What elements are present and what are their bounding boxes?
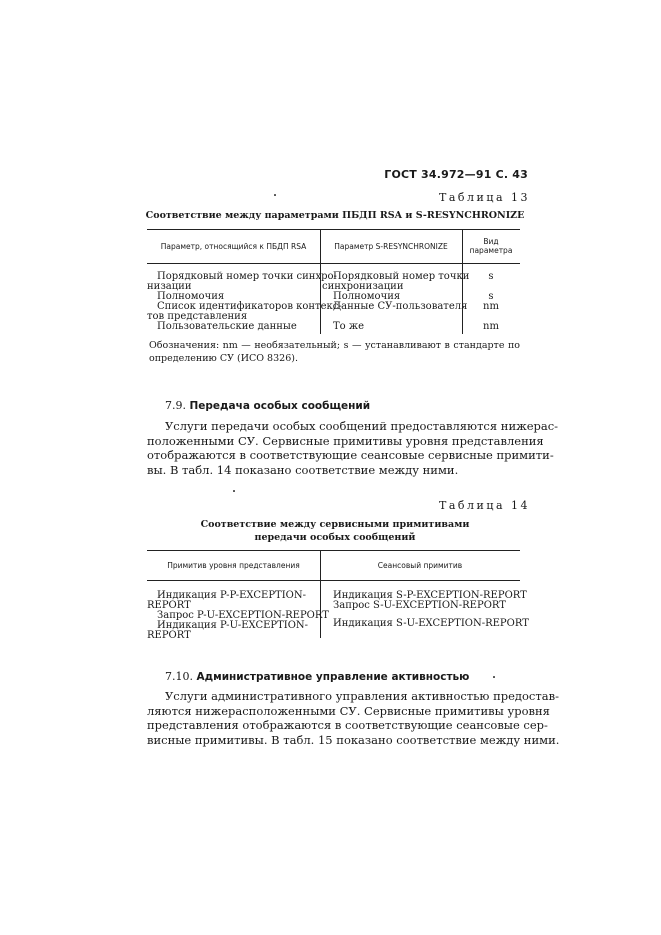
page-header: ГОСТ 34.972—91 С. 43	[384, 168, 528, 181]
table-14-body-divider	[320, 580, 321, 638]
table-13-header-col1: Параметр, относящийся к ПБДП RSA	[160, 242, 307, 251]
table-14-header-col2: Сеансовый примитив	[377, 561, 463, 570]
table-13-row1-col1-line2: низации	[147, 281, 192, 292]
table-13-label: Таблица 13	[439, 191, 530, 204]
table-14-left-line-4: Индикация P-U-EXCEPTION-	[157, 620, 309, 631]
table-14-left-line-2: REPORT	[147, 600, 191, 611]
section-7-10-number: 7.10.	[165, 670, 193, 683]
table-13-row3-col1-line1: Список идентификаторов контекс-	[157, 301, 342, 312]
section-7-10-paragraph	[147, 689, 560, 747]
section-7-9-line-3: отображаются в соответствующие сеансовые сервисные примити-	[147, 448, 554, 462]
scan-speck	[493, 676, 495, 678]
table-14-header-rule	[147, 580, 520, 581]
table-13-header-col3-line2: параметра	[469, 246, 513, 255]
section-7-10-line-1: Услуги административного управления активностью предостав-	[165, 689, 559, 703]
section-7-9-line-2: положенными СУ. Сервисные примитивы уровня представления	[147, 433, 544, 448]
table-14-header-col1: Примитив уровня представления	[167, 561, 300, 570]
section-7-9-line-4: вы. В табл. 14 показано соответствие между ними.	[147, 462, 459, 477]
section-7-9-paragraph	[147, 419, 559, 477]
table-14-left-line-5: REPORT	[147, 630, 191, 641]
table-14-top-rule	[147, 550, 520, 551]
table-13-header-rule	[147, 263, 520, 264]
table-14-right-line-4: Индикация S-U-EXCEPTION-REPORT	[333, 618, 529, 629]
table-13-header-col2: Параметр S-RESYNCHRONIZE	[334, 242, 448, 251]
table-13-row1-col1-line1: Порядковый номер точки синхро-	[157, 271, 337, 282]
table-13-row3-col2: Данные СУ-пользователя	[333, 301, 468, 312]
section-7-10-line-4: висные примитивы. В табл. 15 показано соответствие между ними.	[147, 732, 560, 747]
table-13-row4-col2: То же	[333, 321, 364, 332]
table-13-row3-col1-line2: тов представления	[147, 311, 248, 322]
table-14-title-line2: передачи особых сообщений	[254, 532, 416, 543]
table-13-header-col3-line1: Вид	[483, 237, 499, 246]
table-13-row3-col3: nm	[483, 301, 499, 312]
section-7-9-heading	[165, 399, 370, 412]
table-14-title-line1: Соответствие между сервисными примитивами	[200, 519, 470, 530]
section-7-9-line-1: Услуги передачи особых сообщений предоставляются нижерас-	[165, 419, 559, 433]
table-14-label: Таблица 14	[439, 499, 530, 512]
table-13-note: Обозначения: nm — необязательный; s — устанавливают в стандарте по определению СУ (ИСО 8326).	[149, 340, 520, 364]
table-13-row1-col3: s	[488, 271, 494, 282]
table-13-row1-col2-line1: Порядковый номер точки	[333, 271, 470, 282]
table-14-left-line-3: Запрос P-U-EXCEPTION-REPORT	[157, 610, 329, 621]
table-13-row4-col1: Пользовательские данные	[157, 321, 297, 332]
table-13-row2-col2: Полномочия	[333, 291, 401, 302]
section-7-10-line-3: представления отображаются в соответствующие сеансовые сер-	[147, 718, 548, 732]
table-13-header-col3	[462, 237, 520, 255]
table-13-top-rule	[147, 229, 520, 230]
scan-speck	[233, 490, 235, 492]
section-7-9-number: 7.9.	[165, 399, 186, 412]
table-13-row2-col3: s	[488, 291, 494, 302]
table-14-right-line-1: Индикация S-P-EXCEPTION-REPORT	[333, 590, 527, 601]
table-13-row1-col2-line2: синхронизации	[322, 281, 404, 292]
section-7-10-title: Административное управление активностью	[196, 671, 470, 683]
scan-speck	[274, 194, 276, 196]
table-14-right-line-2: Запрос S-U-EXCEPTION-REPORT	[333, 600, 506, 611]
section-7-10-heading	[165, 670, 469, 683]
section-7-10-line-2: ляются нижерасположенными СУ. Сервисные примитивы уровня	[147, 703, 550, 718]
table-14-left-line-1: Индикация P-P-EXCEPTION-	[157, 590, 306, 601]
table-13-title: Соответствие между параметрами ПБДП RSA и S-RESYNCHRONIZE	[145, 210, 525, 221]
section-7-9-title: Передача особых сообщений	[189, 400, 371, 412]
table-13-row4-col3: nm	[483, 321, 499, 332]
table-13-row2-col1: Полномочия	[157, 291, 225, 302]
